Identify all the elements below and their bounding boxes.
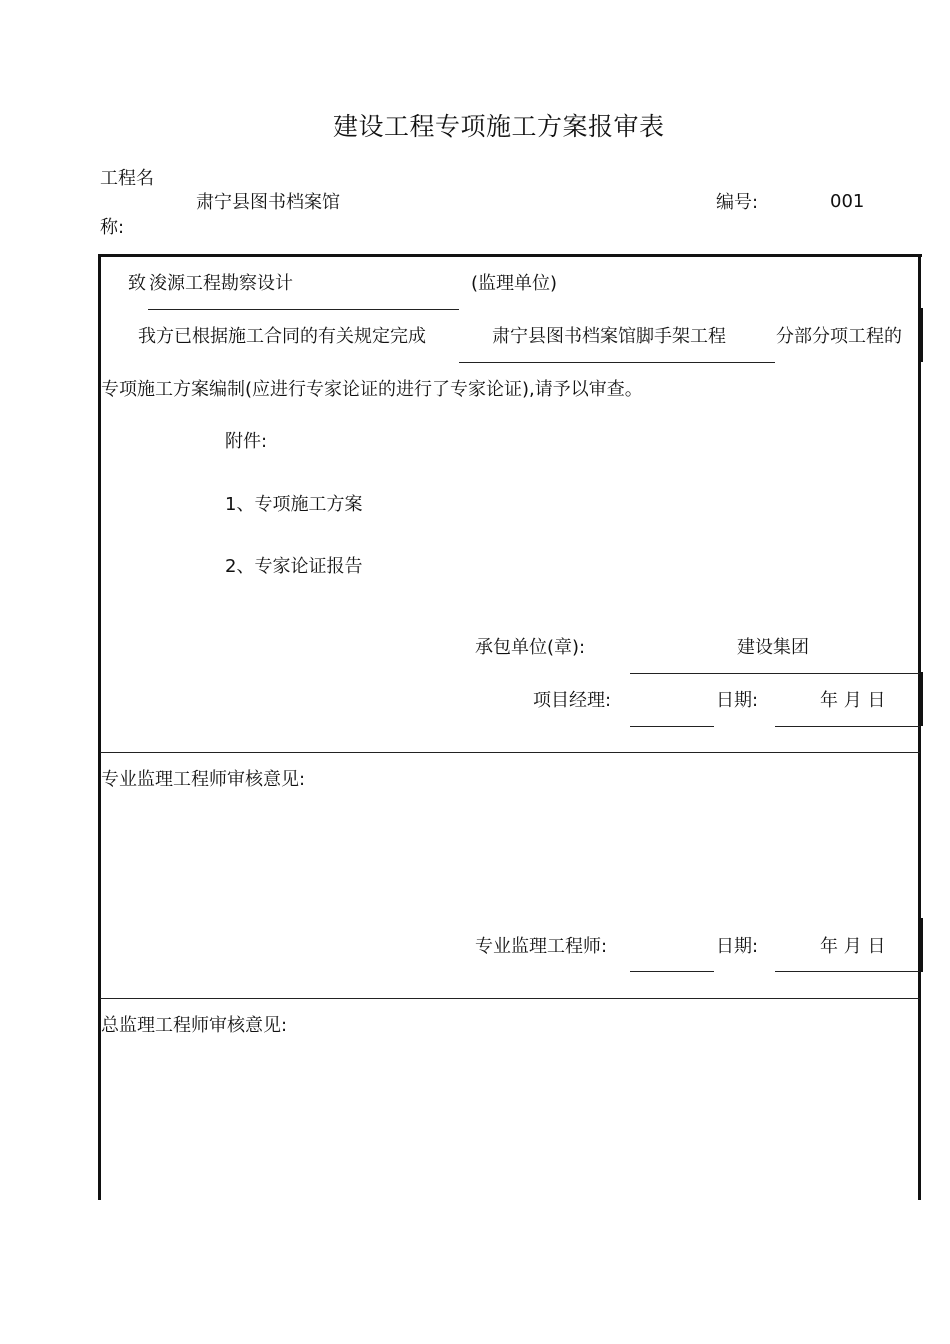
form-right-border-accent-3: [920, 918, 923, 972]
date-value-1: 年 月 日: [820, 690, 886, 711]
supervising-engineer-underline: [630, 971, 714, 972]
form-right-border-accent-2: [920, 672, 923, 726]
section-divider-2: [100, 998, 920, 999]
project-name-label-line2: 称:: [100, 217, 125, 238]
statement-line1-text: 我方已根据施工合同的有关规定完成: [138, 326, 426, 347]
attachment-item-1: 1、专项施工方案: [225, 494, 363, 515]
contractor-underline: [630, 673, 920, 674]
to-prefix: 致: [128, 273, 146, 294]
number-value: 001: [830, 191, 865, 212]
contractor-label: 承包单位(章):: [475, 637, 586, 658]
page-title: 建设工程专项施工方案报审表: [333, 112, 665, 141]
attachment-item-2: 2、专家论证报告: [225, 556, 363, 577]
form-right-border: [918, 254, 921, 1200]
date-underline-1: [775, 726, 920, 727]
date-value-2: 年 月 日: [820, 936, 886, 957]
date-label-1: 日期:: [716, 690, 759, 711]
contractor-value: 建设集团: [737, 637, 809, 658]
project-manager-label: 项目经理:: [533, 690, 612, 711]
number-label: 编号:: [716, 192, 759, 213]
project-work-value: 肃宁县图书档案馆脚手架工程: [492, 326, 726, 347]
supervising-engineer-label: 专业监理工程师:: [475, 936, 608, 957]
chief-engineer-review-heading: 总监理工程师审核意见:: [101, 1015, 288, 1036]
form-top-border: [98, 254, 922, 257]
project-name-label-line1: 工程名: [100, 168, 154, 189]
engineer-review-heading: 专业监理工程师审核意见:: [101, 769, 306, 790]
project-manager-underline: [630, 726, 714, 727]
supervision-unit-underline: [148, 309, 459, 310]
date-label-2: 日期:: [716, 936, 759, 957]
statement-line1-suffix: 分部分项工程的: [776, 326, 902, 347]
project-work-underline: [459, 362, 775, 363]
supervision-unit-value: 浚源工程勘察设计: [149, 273, 293, 294]
statement-line2-text: 专项施工方案编制(应进行专家论证的进行了专家论证),请予以审查。: [101, 379, 643, 400]
form-right-border-accent-1: [920, 308, 923, 362]
project-name-value: 肃宁县图书档案馆: [196, 192, 340, 213]
date-underline-2: [775, 971, 920, 972]
attachments-label: 附件:: [225, 431, 268, 452]
supervision-unit-suffix: (监理单位): [471, 273, 558, 294]
section-divider-1: [100, 752, 920, 753]
